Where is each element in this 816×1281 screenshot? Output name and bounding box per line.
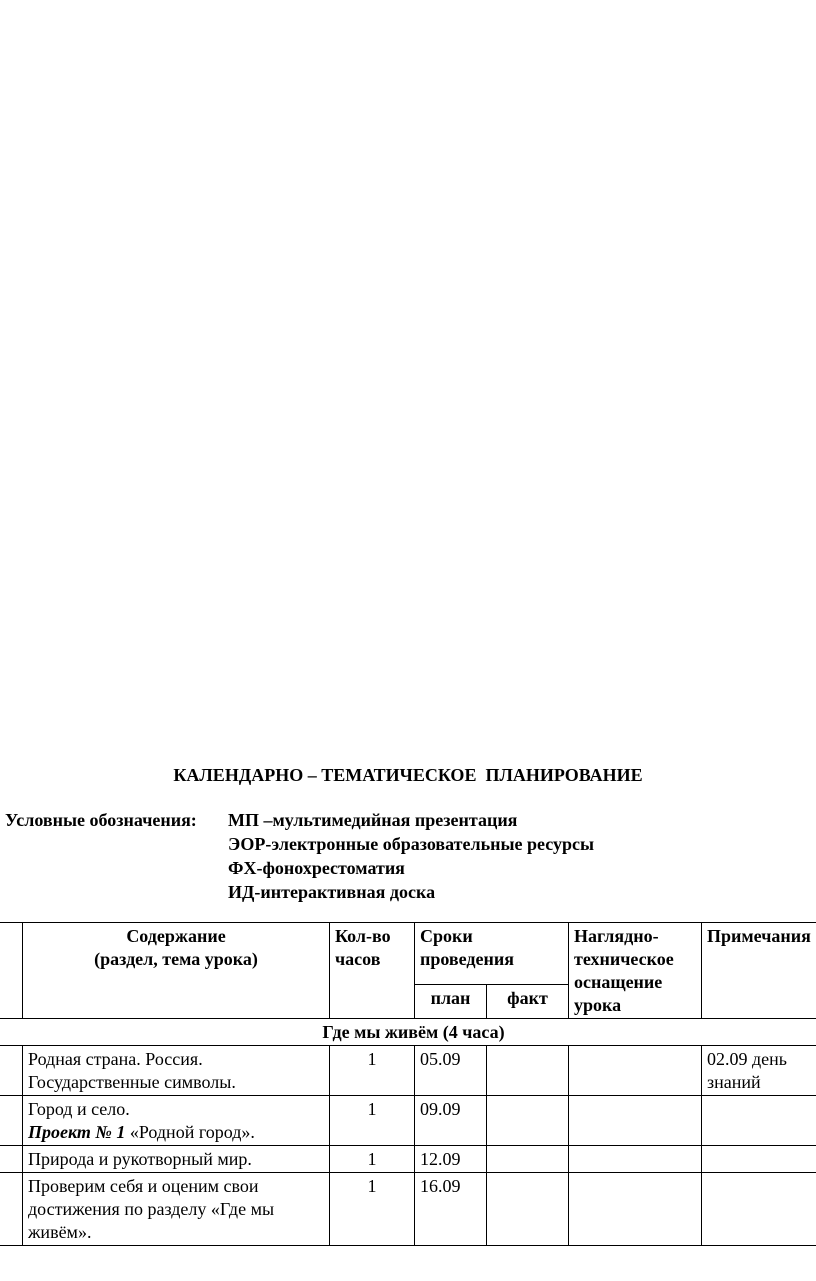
row-note-cell <box>702 1146 816 1173</box>
header-hours-line2: часов <box>335 949 381 969</box>
project-label: Проект № 1 <box>28 1122 126 1142</box>
header-dates-line1: Сроки <box>420 926 473 946</box>
row-fact-cell <box>487 1046 569 1096</box>
row-number-cell <box>0 1146 23 1173</box>
row-equipment-cell <box>569 1046 702 1096</box>
header-equipment-line2: техническое <box>574 949 674 969</box>
row-content-line: Город и село. <box>28 1099 130 1119</box>
legend-item-eor: ЭОР-электронные образовательные ресурсы <box>228 834 595 854</box>
header-dates-line2: проведения <box>420 949 514 969</box>
row-number-cell <box>0 1173 23 1246</box>
legend-item-mp: МП –мультимедийная презентация <box>228 810 518 830</box>
planning-table <box>0 922 816 1246</box>
row-hours-cell: 1 <box>330 1046 415 1096</box>
row-plan-cell: 05.09 <box>415 1046 487 1096</box>
legend-heading: Условные обозначения: <box>5 810 197 830</box>
project-title: «Родной город». <box>125 1122 255 1142</box>
row-plan-cell: 09.09 <box>415 1096 487 1146</box>
row-hours-cell: 1 <box>330 1146 415 1173</box>
page-title: КАЛЕНДАРНО – ТЕМАТИЧЕСКОЕ ПЛАНИРОВАНИЕ <box>173 765 643 785</box>
legend-item-id: ИД-интерактивная доска <box>228 882 436 902</box>
row-hours-cell: 1 <box>330 1173 415 1246</box>
row-equipment-cell <box>569 1146 702 1173</box>
row-content-cell <box>23 1046 330 1096</box>
row-note-cell <box>702 1173 816 1246</box>
header-content-cell <box>23 923 330 1019</box>
header-dates-cell <box>415 923 569 985</box>
row-content-line <box>28 1121 324 1144</box>
row-number-cell <box>0 1096 23 1146</box>
table-row <box>0 1146 816 1173</box>
row-number-cell <box>0 1046 23 1096</box>
row-note-line: 02.09 день <box>707 1049 788 1069</box>
row-fact-cell <box>487 1146 569 1173</box>
row-fact-cell <box>487 1173 569 1246</box>
row-content-line: живём». <box>28 1222 92 1242</box>
table-header-row <box>0 923 816 985</box>
row-note-line: знаний <box>707 1072 761 1092</box>
row-note-cell <box>702 1096 816 1146</box>
row-note-cell <box>702 1046 816 1096</box>
table-row <box>0 1046 816 1096</box>
table-row <box>0 1173 816 1246</box>
row-content-line: Государственные символы. <box>28 1072 236 1092</box>
row-content-cell <box>23 1146 330 1173</box>
header-plan-cell: план <box>415 985 487 1019</box>
row-fact-cell <box>487 1096 569 1146</box>
header-equipment-line4: урока <box>574 995 622 1015</box>
row-content-cell <box>23 1173 330 1246</box>
row-equipment-cell <box>569 1096 702 1146</box>
header-content-title: Содержание <box>126 926 226 946</box>
legend-item-fx: ФХ-фонохрестоматия <box>228 858 405 878</box>
section-title: Где мы живём (4 часа) <box>0 1019 816 1046</box>
header-hours-line1: Кол-во <box>335 926 391 946</box>
row-content-cell <box>23 1096 330 1146</box>
header-equipment-line1: Наглядно- <box>574 926 659 946</box>
row-content-line: Природа и рукотворный мир. <box>28 1149 252 1169</box>
header-content-subtitle: (раздел, тема урока) <box>94 949 258 969</box>
section-row <box>0 1019 816 1046</box>
header-hours-cell <box>330 923 415 1019</box>
row-content-line: Проверим себя и оценим свои <box>28 1176 259 1196</box>
row-plan-cell: 16.09 <box>415 1173 487 1246</box>
row-equipment-cell <box>569 1173 702 1246</box>
header-number-cell <box>0 923 23 1019</box>
row-plan-cell: 12.09 <box>415 1146 487 1173</box>
header-equipment-cell <box>569 923 702 1019</box>
header-equipment-line3: оснащение <box>574 972 663 992</box>
header-fact-cell: факт <box>487 985 569 1019</box>
table-row <box>0 1096 816 1146</box>
row-hours-cell: 1 <box>330 1096 415 1146</box>
header-notes-cell <box>702 923 816 1019</box>
row-content-line: достижения по разделу «Где мы <box>28 1199 275 1219</box>
row-content-line: Родная страна. Россия. <box>28 1049 203 1069</box>
header-notes-label: Примечания <box>707 926 811 946</box>
